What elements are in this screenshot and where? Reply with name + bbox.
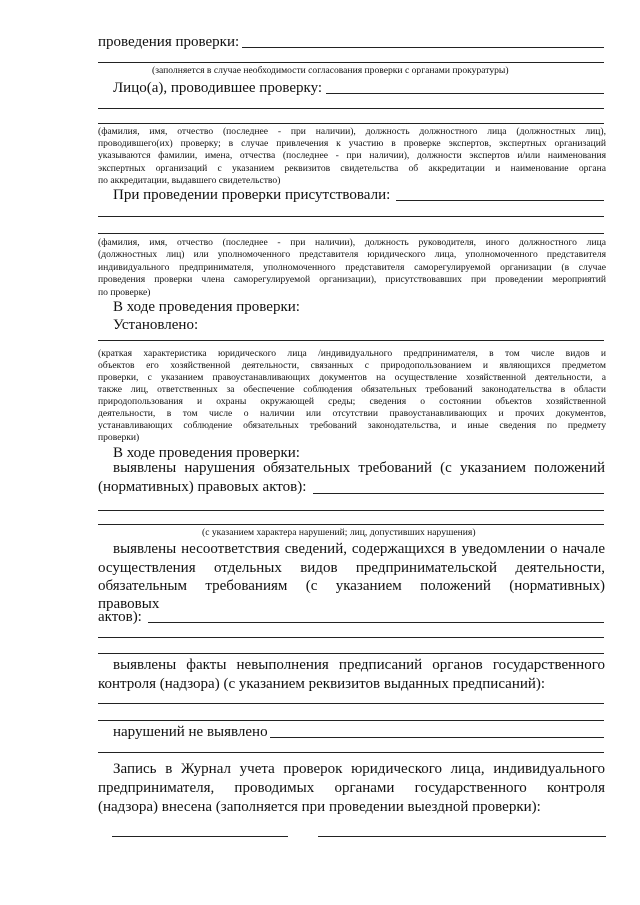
mismatch-blank-1[interactable]	[148, 622, 604, 623]
note-persons-1: (фамилия, имя, отчество (последнее - при наличии), должность должностного лица (должностных лиц),	[98, 126, 606, 137]
mismatch-blank-3[interactable]	[98, 653, 604, 654]
orders-line-2: контроля (надзора) (с указанием реквизитов выданных предписаний):	[98, 676, 546, 692]
during-heading-1: В ходе проведения проверки:	[113, 299, 300, 315]
note-present-3: индивидуального предпринимателя, уполномоченного представителя саморегулируемой организации (в случае	[98, 262, 606, 273]
violations-blank-3[interactable]	[98, 524, 604, 525]
note-present-4: проведения проверки члена саморегулируемой организации), присутствовавших при проведении мероприятий	[98, 274, 606, 285]
present-label: При проведении проверки присутствовали:	[113, 187, 391, 203]
mismatch-blank-2[interactable]	[98, 637, 604, 638]
established-blank[interactable]	[98, 340, 604, 341]
note-established-2: объектов его хозяйственной деятельности, связанных с природопользованием и являющихся предметом	[98, 360, 606, 371]
violations-blank-2[interactable]	[98, 510, 604, 511]
journal-line-1: Запись в Журнал учета проверок юридического лица, индивидуального	[113, 761, 605, 777]
mismatch-line-1: выявлены несоответствия сведений, содержащихся в уведомлении о начале	[113, 541, 605, 557]
persons-label: Лицо(а), проводившее проверку:	[113, 80, 323, 96]
mismatch-line-4: правовых	[98, 596, 160, 612]
mismatch-line-3: обязательным требованиям (с указанием положений (нормативных)	[98, 578, 605, 594]
persons-blank-2[interactable]	[98, 108, 604, 109]
note-violations: (с указанием характера нарушений; лиц, допустивших нарушения)	[202, 527, 476, 538]
note-established-3: проверки, с указанием правоустанавливающих документов на осуществление хозяйственной деятельности, а	[98, 372, 606, 383]
note-present-1: (фамилия, имя, отчество (последнее - при наличии), должность руководителя, иного должностного лица	[98, 237, 606, 248]
no-violations-label: нарушений не выявлено	[113, 724, 268, 740]
violations-line-1: выявлены нарушения обязательных требований (с указанием положений	[113, 460, 605, 476]
note-persons-3: указываются фамилии, имена, отчества (последнее - при наличии), должности экспертов и/или наименования	[98, 150, 606, 161]
no-violations-blank-2[interactable]	[98, 752, 604, 753]
orders-line-1: выявлены факты невыполнения предписаний органов государственного	[113, 657, 605, 673]
no-violations-blank[interactable]	[270, 737, 604, 738]
note-established-7: устанавливающих соблюдение обязательных требований законодательства, и иные сведения по предмету	[98, 420, 606, 431]
violations-line-2: (нормативных) правовых актов):	[98, 479, 307, 495]
violations-blank-1[interactable]	[313, 493, 604, 494]
orders-blank-1[interactable]	[98, 703, 604, 704]
persons-blank-3[interactable]	[98, 123, 604, 124]
inspection-line-blank[interactable]	[242, 47, 604, 48]
present-blank-2[interactable]	[98, 216, 604, 217]
note-established-1: (краткая характеристика юридического лица /индивидуального предпринимателя, в том числе видов и	[98, 348, 606, 359]
mismatch-line-2: осуществления отдельных видов предпринимательской деятельности,	[98, 560, 605, 576]
note-established-6: деятельности, в том числе о наличии или отсутствии правоустанавливающих и прочих документов,	[98, 408, 606, 419]
note-prosecutor: (заполняется в случае необходимости согласования проверки с органами прокуратуры)	[152, 65, 509, 76]
journal-signature-blank-left[interactable]	[112, 836, 288, 837]
journal-line-3: (надзора) внесена (заполняется при проведении выездной проверки):	[98, 799, 541, 815]
note-established-5: природопользования и охраны окружающей среды; сведения о состоянии объектов хозяйственной	[98, 396, 606, 407]
during-heading-2: В ходе проведения проверки:	[113, 445, 300, 461]
note-established-4: также лиц, ответственных за обеспечение соблюдения обязательных требований законодательства в области	[98, 384, 606, 395]
present-blank-3[interactable]	[98, 233, 604, 234]
note-present-5: по проверке)	[98, 287, 151, 298]
note-persons-4: экспертных организаций с указанием реквизитов свидетельства об аккредитации и наименование органа	[98, 163, 606, 174]
note-persons-5: по аккредитации, выдавшего свидетельство)	[98, 175, 281, 186]
journal-line-2: предпринимателя, проводимых органами государственного контроля	[98, 780, 605, 796]
prosecutor-blank[interactable]	[98, 62, 604, 63]
note-present-2: (должностных лиц) или уполномоченного представителя юридического лица, уполномоченного представителя	[98, 249, 606, 260]
orders-blank-2[interactable]	[98, 720, 604, 721]
journal-signature-blank-right[interactable]	[318, 836, 606, 837]
mismatch-line-5: актов):	[98, 609, 142, 625]
note-persons-2: проводившего(их) проверку; в случае привлечения к участию в проверке экспертов, экспертных организаций	[98, 138, 606, 149]
inspection-line-label: проведения проверки:	[98, 34, 240, 50]
present-blank-1[interactable]	[396, 200, 604, 201]
persons-blank-1[interactable]	[326, 93, 604, 94]
note-established-8: проверки)	[98, 432, 140, 443]
established-heading: Установлено:	[113, 317, 199, 333]
